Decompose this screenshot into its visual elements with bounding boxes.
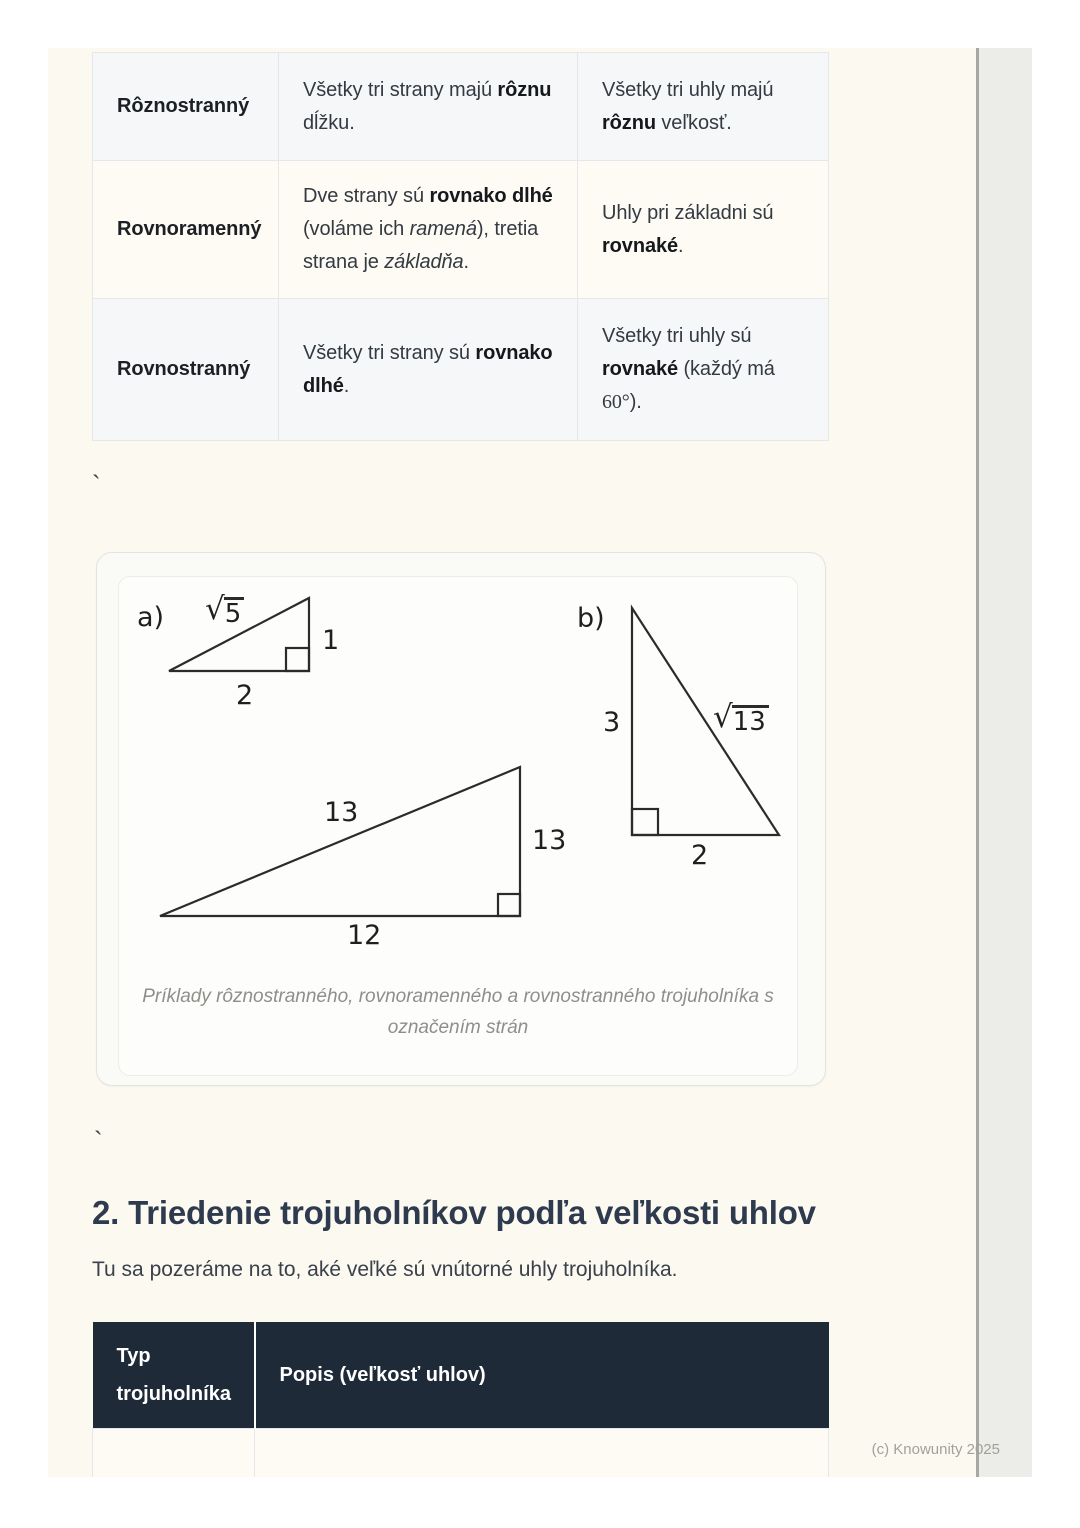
- scrollbar-track[interactable]: [976, 48, 1032, 1477]
- triangle-c-right-angle-marker: [498, 894, 520, 916]
- triangle-a-hypotenuse-label: √ 5: [205, 597, 244, 630]
- figure-caption-line1: Príklady rôznostranného, rovnoramenného a rovnostranného trojuholníka s: [142, 986, 774, 1007]
- knowunity-watermark: (c) Knowunity 2025: [871, 1441, 1000, 1458]
- section-heading: 2. Triedenie trojuholníkov podľa veľkosti uhlov: [92, 1194, 816, 1231]
- row-name-cell: Rôznostranný: [93, 53, 279, 161]
- figure-label-a: a): [137, 602, 165, 633]
- table-row: [93, 299, 829, 441]
- triangle-a-base-label: 2: [236, 680, 254, 711]
- triangle-c-hypotenuse-label: 13: [324, 797, 359, 828]
- triangle-b-hypotenuse-label: √ 13: [713, 705, 769, 738]
- row-sides-cell: Dve strany sú rovnako dlhé (voláme ich ramená), tretia strana je základňa.: [279, 161, 578, 299]
- row-name-cell: Rovnoramenný: [93, 161, 279, 299]
- row-name-cell: Rovnostranný: [93, 299, 279, 441]
- stray-backtick: `: [92, 470, 101, 500]
- figure-panel: [118, 576, 798, 1076]
- row-sides-cell: Všetky tri strany majú rôznu dĺžku.: [279, 53, 578, 161]
- triangle-b-right-angle-marker: [632, 809, 658, 835]
- column-header-type: Typ trojuholníka: [93, 1322, 255, 1428]
- section-intro-text: Tu sa pozeráme na to, aké veľké sú vnútorné uhly trojuholníka.: [92, 1258, 678, 1281]
- row-angles-cell: Všetky tri uhly sú rovnaké (každý má 60°).: [578, 299, 829, 441]
- row-angles-cell: Všetky tri uhly majú rôznu veľkosť.: [578, 53, 829, 161]
- column-header-popis: Popis (veľkosť uhlov): [255, 1322, 829, 1428]
- row-sides-cell: Všetky tri strany sú rovnako dlhé.: [279, 299, 578, 441]
- table-row: [93, 53, 829, 161]
- figure-label-b: b): [577, 603, 605, 634]
- table-row: [93, 161, 829, 299]
- triangle-b-side-label: 3: [603, 707, 621, 738]
- triangle-sides-table: [92, 52, 829, 441]
- empty-cell: [93, 1428, 255, 1477]
- triangle-a-right-angle-marker: [286, 648, 309, 671]
- figure-caption: [119, 981, 797, 1043]
- triangle-c-side-label: 13: [532, 825, 567, 856]
- triangle-c-outline: [160, 767, 520, 916]
- figure-caption-line2: označením strán: [387, 1017, 529, 1038]
- table-header-row: [93, 1322, 829, 1428]
- triangle-a-side-label: 1: [322, 625, 340, 656]
- stray-backtick: `: [94, 1126, 103, 1156]
- row-angles-cell: Uhly pri základni sú rovnaké.: [578, 161, 829, 299]
- triangle-b-base-label: 2: [691, 840, 709, 871]
- triangle-c-base-label: 12: [347, 920, 382, 951]
